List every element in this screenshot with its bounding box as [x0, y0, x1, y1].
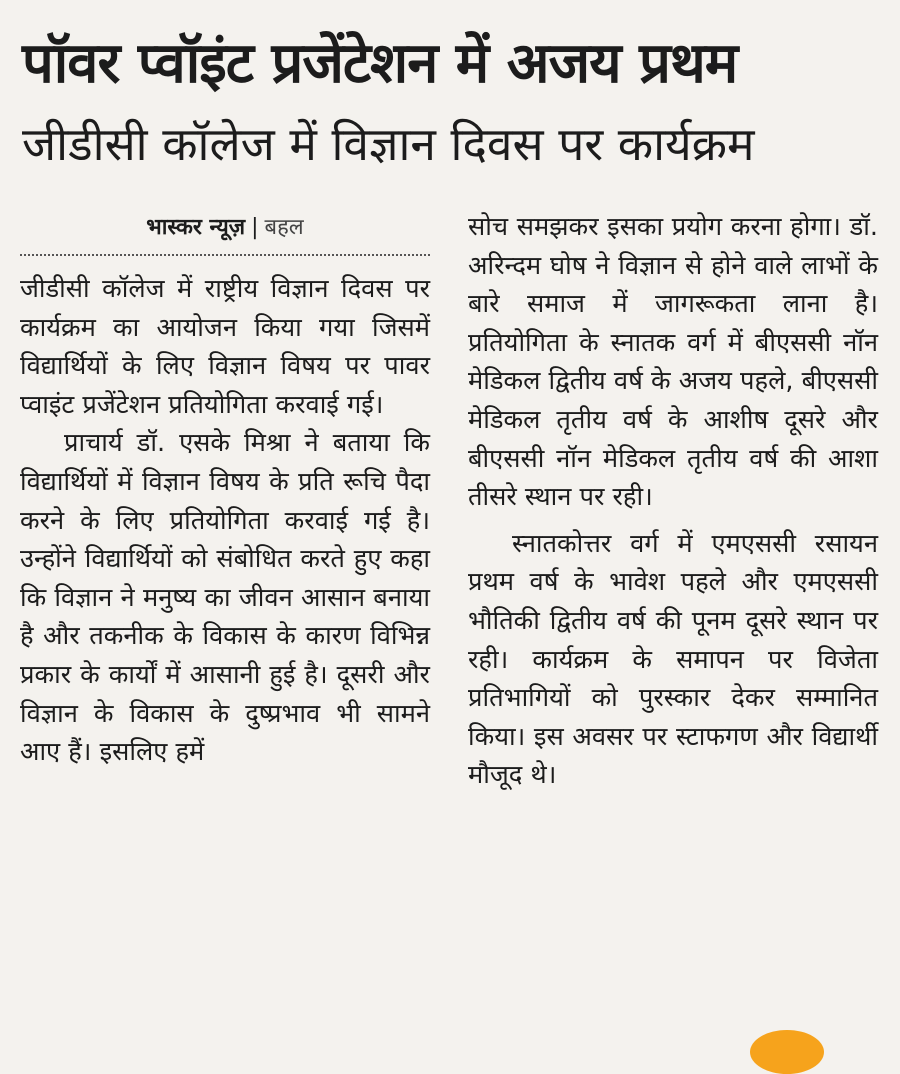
subheadline: जीडीसी कॉलेज में विज्ञान दिवस पर कार्यक्रम — [22, 117, 755, 171]
byline — [20, 208, 430, 256]
byline-place: बहल — [264, 215, 304, 240]
article-column-left — [20, 200, 430, 772]
corner-logo-mark — [750, 1030, 824, 1074]
article-paragraph: प्राचार्य डॉ. एसके मिश्रा ने बताया कि विद्यार्थियों में विज्ञान विषय के प्रति रूचि पैदा करने के लिए प्रतियोगिता करवाई गई है। उन्होंने विद्यार्थियों को संबोधित करते हुए कहा कि विज्ञान ने मनुष्य का जीवन आसान बनाया है और तकनीक के विकास के कारण विभिन्न प्रकार के कार्यों में आसानी हुई है। दूसरी और विज्ञान के विकास के दुष्प्रभाव भी सामने आए हैं। इसलिए हमें — [20, 428, 430, 768]
article-paragraph: जीडीसी कॉलेज में राष्ट्रीय विज्ञान दिवस पर कार्यक्रम का आयोजन किया गया जिसमें विद्यार्थियों के लिए विज्ञान विषय पर पावर प्वाइंट प्रजेंटेशन प्रतियोगिता करवाई गई। — [20, 274, 430, 420]
byline-source: भास्कर न्यूज़ — [146, 215, 246, 240]
article-column-right — [468, 208, 878, 795]
article-paragraph: सोच समझकर इसका प्रयोग करना होगा। डॉ. अरिन्दम घोष ने विज्ञान से होने वाले लाभों के बारे समाज में जागरूकता लाना है। प्रतियोगिता के स्नातक वर्ग में बीएससी नॉन मेडिकल द्वितीय वर्ष के अजय पहले, बीएससी मेडिकल तृतीय वर्ष के आशीष दूसरे और बीएससी नॉन मेडिकल तृतीय वर्ष की आशा तीसरे स्थान पर रही। — [468, 212, 878, 513]
headline: पॉवर प्वॉइंट प्रजेंटेशन में अजय प्रथम — [22, 31, 738, 96]
article-paragraph: स्नातकोत्तर वर्ग में एमएससी रसायन प्रथम वर्ष के भावेश पहले और एमएससी भौतिकी द्वितीय वर्ष की पूनम दूसरे स्थान पर रही। कार्यक्रम के समापन पर विजेता प्रतिभागियों को पुरस्कार देकर सम्मानित किया। इस अवसर पर स्टाफगण और विद्यार्थी मौजूद थे। — [468, 528, 878, 791]
byline-separator: | — [251, 215, 259, 240]
